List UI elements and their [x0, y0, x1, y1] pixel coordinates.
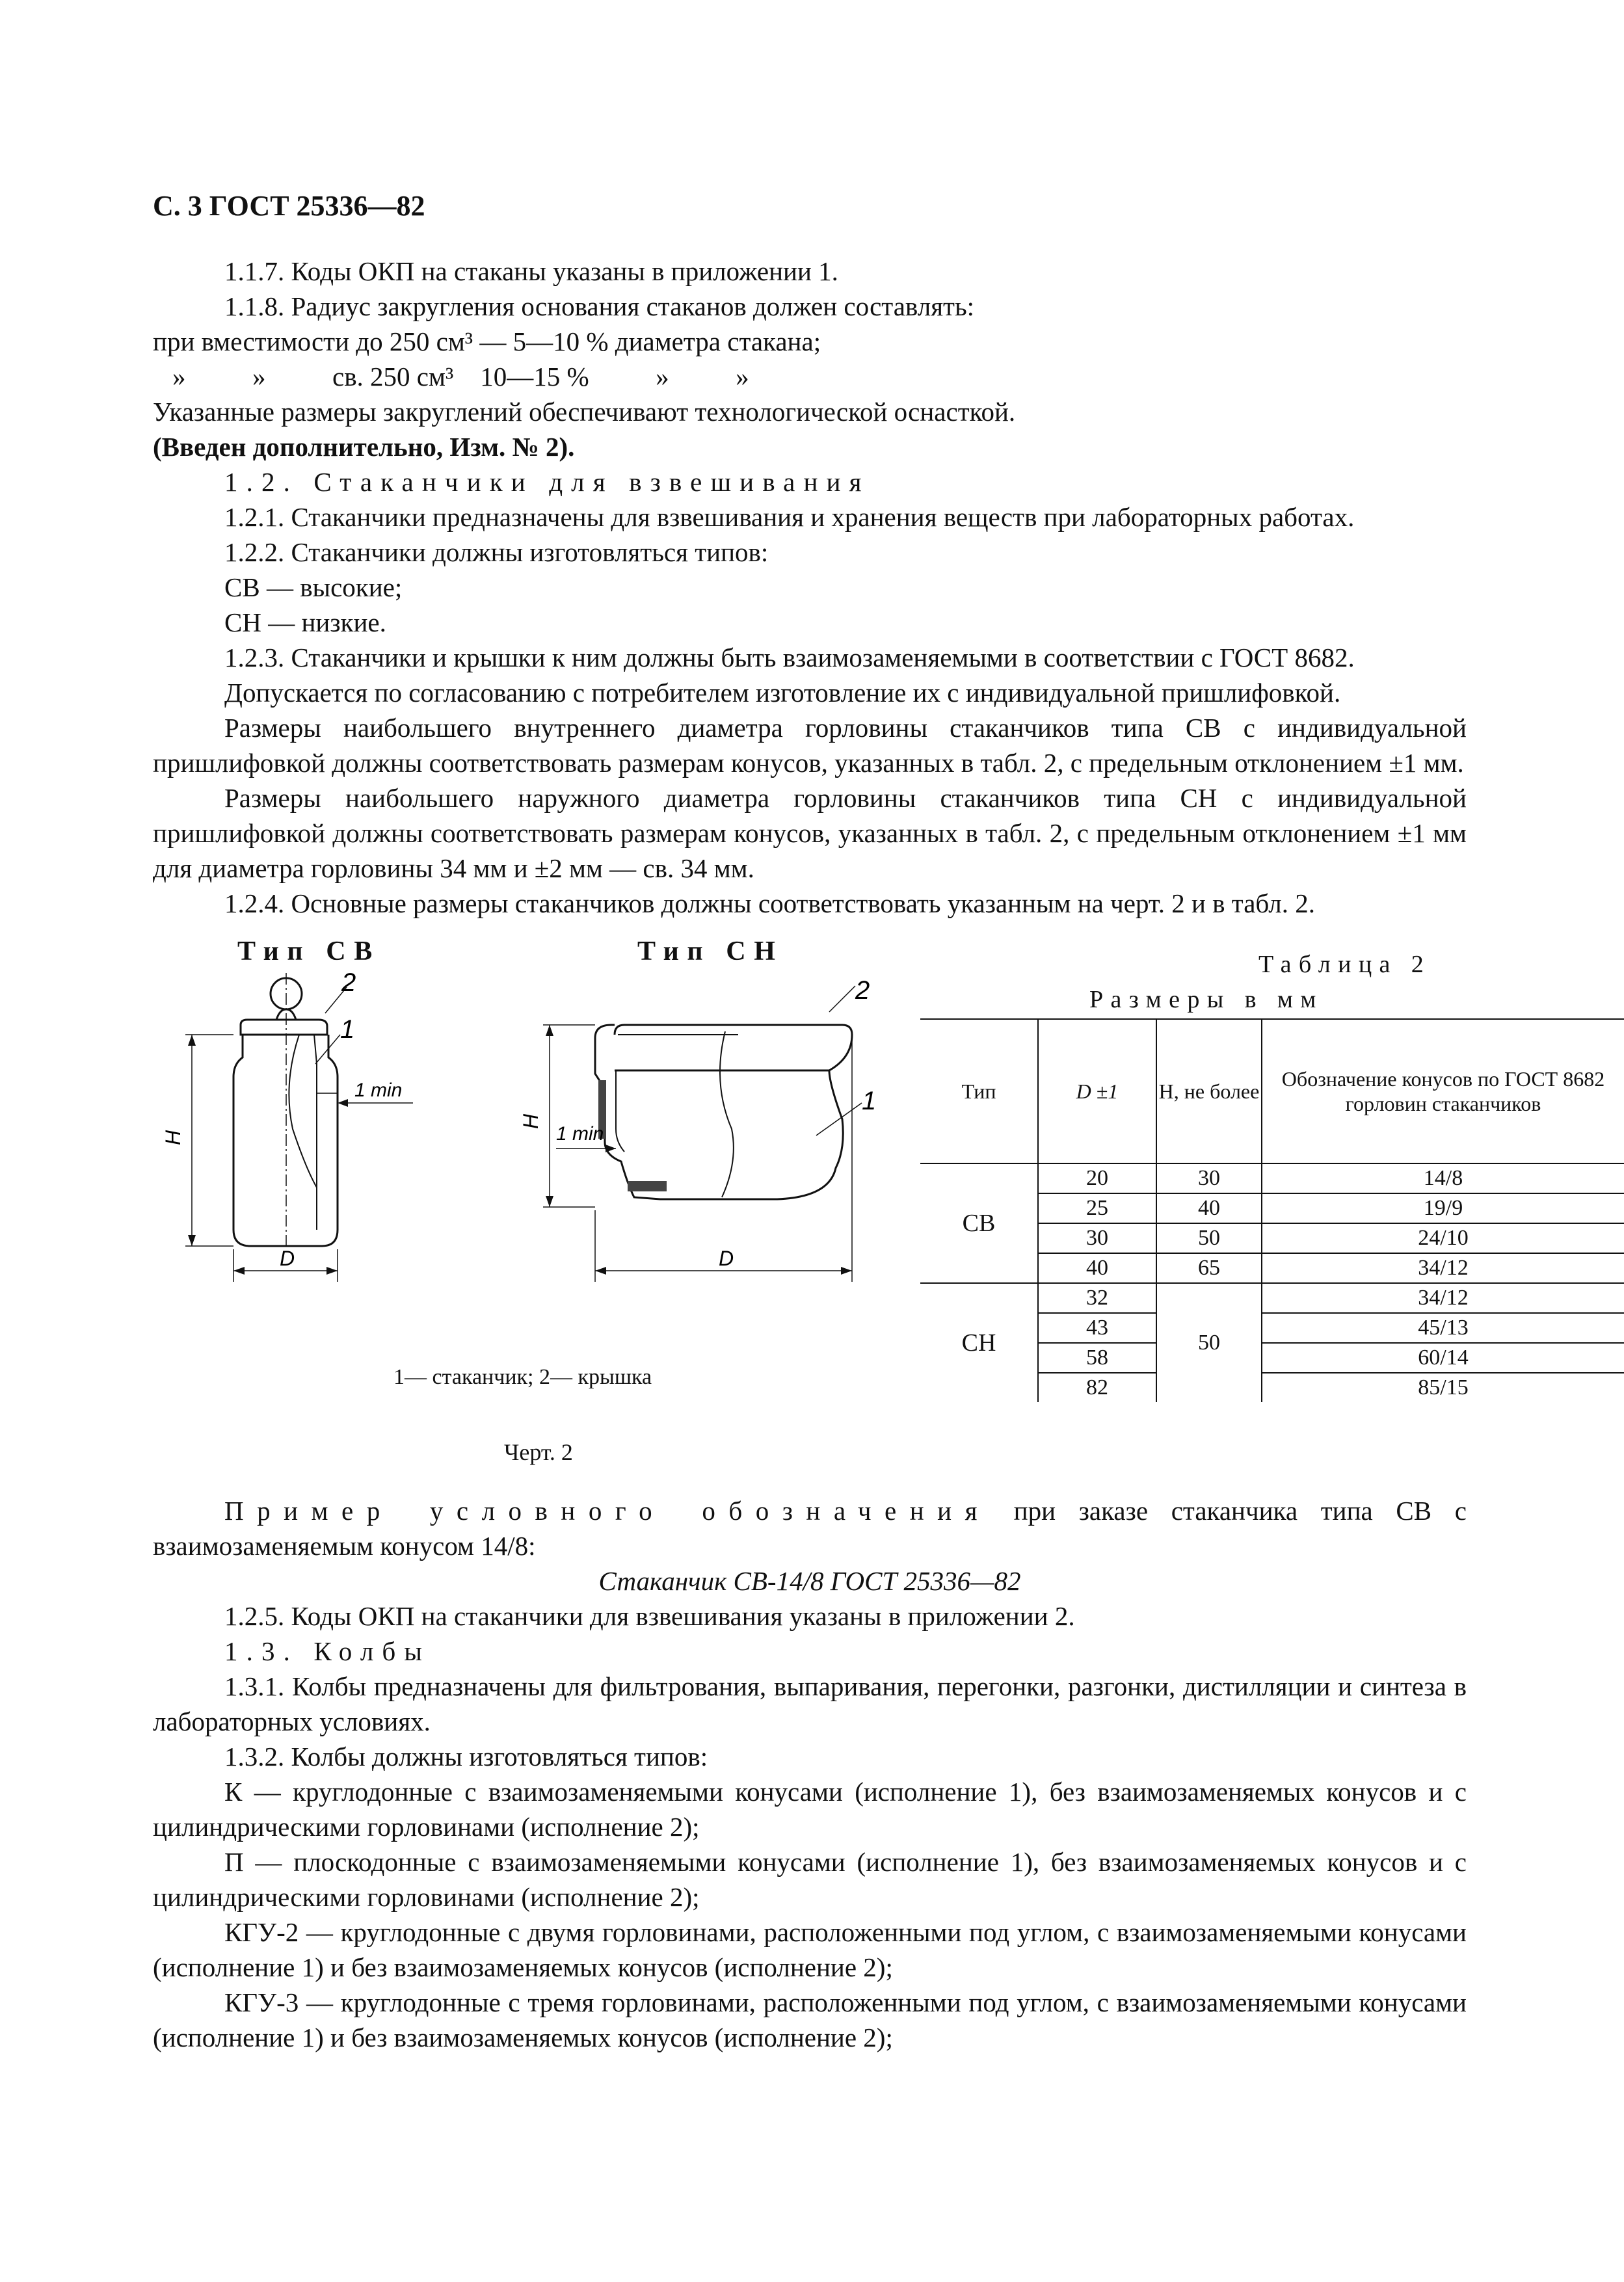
- paragraph: 1.2.3. Стаканчики и крышки к ним должны быть взаимозаменяемыми в соответствии с ГОСТ 8682.: [224, 643, 1355, 672]
- drawing-type-sv: [161, 968, 504, 1279]
- table-header: H, не более: [1156, 1019, 1262, 1163]
- table-cell: 45/13: [1262, 1313, 1624, 1343]
- paragraph: 1.2.1. Стаканчики предназначены для взвешивания и хранения веществ при лабораторных работах.: [224, 502, 1355, 532]
- figure-caption: Черт. 2: [504, 1439, 573, 1465]
- paragraph: 1.1.7. Коды ОКП на стаканы указаны в приложении 1.: [224, 256, 838, 286]
- table-cell: 50: [1156, 1283, 1262, 1402]
- table-cell: 24/10: [1262, 1223, 1624, 1253]
- paragraph: Размеры наибольшего наружного диаметра горловины стаканчиков типа СН с индивидуальной пришлифовкой должны соответствовать размерам конусов, указанных в табл. 2, с предельным отклонением ±1 мм для диаметра горловины 34 мм и ±2 мм — св. 34 мм.: [153, 783, 1467, 883]
- table-cell: 30: [1156, 1163, 1262, 1193]
- table-cell: 60/14: [1262, 1343, 1624, 1373]
- table-cell: 40: [1038, 1253, 1156, 1283]
- paragraph: 1.2.5. Коды ОКП на стаканчики для взвешивания указаны в приложении 2.: [224, 1601, 1075, 1631]
- paragraph: » » св. 250 см³ 10—15 % » »: [172, 362, 749, 391]
- table-cell: 32: [1038, 1283, 1156, 1313]
- table-cell: 82: [1038, 1373, 1156, 1402]
- label-H: H: [161, 1130, 185, 1145]
- table-cell: 43: [1038, 1313, 1156, 1343]
- table-cell: 40: [1156, 1193, 1262, 1223]
- table-cell: 34/12: [1262, 1253, 1624, 1283]
- label-jar: 1: [862, 1087, 877, 1115]
- paragraph: Размеры наибольшего внутреннего диаметра горловины стаканчиков типа СВ с индивидуальной пришлифовкой должны соответствовать размерам конусов, указанных в табл. 2, с предельным отклонением ±1 мм.: [153, 713, 1467, 778]
- paragraph: при вместимости до 250 см³ — 5—10 % диаметра стакана;: [153, 326, 821, 356]
- paragraph: К — круглодонные с взаимозаменяемыми конусами (исполнение 1), без взаимозаменяемых конусов и с цилиндрическими горловинами (исполнение 2);: [153, 1777, 1467, 1842]
- table-2: [920, 1018, 1624, 1402]
- amendment-note: (Введен дополнительно, Изм. № 2).: [153, 432, 575, 462]
- label-jar: 1: [340, 1015, 355, 1044]
- paragraph: КГУ-2 — круглодонные с двумя горловинами, расположенными под углом, с взаимозаменяемыми конусами (исполнение 1) и без взаимозаменяемых конусов (исполнение 2);: [153, 1917, 1467, 1982]
- label-H: H: [519, 1113, 542, 1129]
- label-cap: 2: [341, 968, 356, 997]
- label-1min: 1 min: [354, 1080, 403, 1101]
- figure-and-table: [153, 934, 1605, 1493]
- table-title: Таблица 2: [1258, 951, 1431, 978]
- label-1min: 1 min: [556, 1123, 604, 1145]
- page-header: С. 3 ГОСТ 25336—82: [153, 190, 425, 222]
- table-header: Обозначение конусов по ГОСТ 8682 горловин стаканчиков: [1262, 1019, 1624, 1163]
- paragraph: 1.2.4. Основные размеры стаканчиков должны соответствовать указанным на черт. 2 и в табл. 2.: [224, 888, 1315, 918]
- table-cell: 14/8: [1262, 1163, 1624, 1193]
- paragraph: СН — низкие.: [224, 607, 386, 637]
- table-subtitle: Размеры в мм: [1089, 986, 1324, 1013]
- paragraph: КГУ-3 — круглодонные с тремя горловинами, расположенными под углом, с взаимозаменяемыми конусами (исполнение 1) и без взаимозаменяемых конусов (исполнение 2);: [153, 1987, 1467, 2052]
- paragraph-text: при заказе стаканчика типа СВ с взаимозаменяемым конусом 14/8:: [153, 1496, 1467, 1561]
- figure-title-sn: Тип СН: [637, 936, 784, 966]
- paragraph: 1.1.8. Радиус закругления основания стаканов должен составлять:: [224, 291, 975, 321]
- label-D: D: [280, 1247, 295, 1270]
- table-cell: 50: [1156, 1223, 1262, 1253]
- table-cell: 65: [1156, 1253, 1262, 1283]
- table-cell: 19/9: [1262, 1193, 1624, 1223]
- figure-legend: 1— стаканчик; 2— крышка: [393, 1365, 652, 1389]
- table-cell: 20: [1038, 1163, 1156, 1193]
- paragraph: Допускается по согласованию с потребителем изготовление их с индивидуальной пришлифовкой.: [224, 678, 1341, 708]
- table-cell-type: СВ: [920, 1163, 1038, 1283]
- paragraph: Указанные размеры закруглений обеспечивают технологической оснасткой.: [153, 397, 1016, 427]
- table-cell: 58: [1038, 1343, 1156, 1373]
- paragraph: 1.3.1. Колбы предназначены для фильтрования, выпаривания, перегонки, разгонки, дистилляции и синтеза в лабораторных условиях.: [153, 1671, 1467, 1736]
- document-page: [153, 189, 1605, 2055]
- table-header: D ±1: [1038, 1019, 1156, 1163]
- table-cell: 30: [1038, 1223, 1156, 1253]
- paragraph: 1.2.2. Стаканчики должны изготовляться типов:: [224, 537, 769, 567]
- designation-example: Стаканчик СВ-14/8 ГОСТ 25336—82: [598, 1566, 1021, 1596]
- table-cell: 34/12: [1262, 1283, 1624, 1313]
- table-cell-type: СН: [920, 1283, 1038, 1402]
- section-heading: 1.2. Стаканчики для взвешивания: [224, 467, 870, 497]
- label-D: D: [719, 1247, 734, 1270]
- table-header: Тип: [920, 1019, 1038, 1163]
- paragraph: 1.3.2. Колбы должны изготовляться типов:: [224, 1742, 708, 1771]
- spaced-term: Пример условного обозначения: [224, 1496, 991, 1526]
- section-heading: 1.3. Колбы: [224, 1636, 431, 1666]
- label-cap: 2: [855, 976, 870, 1005]
- table-cell: 25: [1038, 1193, 1156, 1223]
- paragraph: СВ — высокие;: [224, 572, 403, 602]
- figure-title-sv: Тип СВ: [237, 936, 380, 966]
- paragraph: П — плоскодонные с взаимозаменяемыми конусами (исполнение 1), без взаимозаменяемых конусов и с цилиндрическими горловинами (исполнение 2);: [153, 1847, 1467, 1912]
- table-cell: 85/15: [1262, 1373, 1624, 1402]
- paragraph: [153, 1493, 1467, 1563]
